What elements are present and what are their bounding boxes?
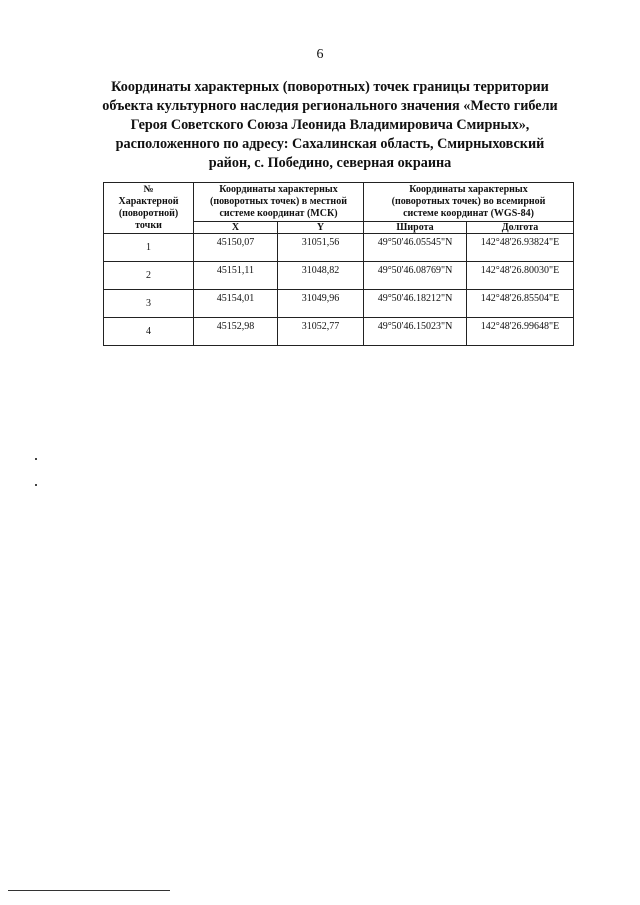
header-wgs-coordinates: Координаты характерных (поворотных точек) во всемирной системе координат (WGS-84) xyxy=(364,183,574,222)
header-x: X xyxy=(194,222,278,234)
y-value: 31049,96 xyxy=(278,290,364,318)
x-value: 45151,11 xyxy=(194,262,278,290)
scan-speck xyxy=(35,458,37,460)
point-number: 3 xyxy=(104,290,194,318)
header-point-number: № Характерной (поворотной) точки xyxy=(104,183,194,234)
coordinates-table xyxy=(103,182,574,346)
table-row xyxy=(104,234,574,262)
header-latitude: Широта xyxy=(364,222,467,234)
document-title xyxy=(80,78,580,173)
table-row xyxy=(104,290,574,318)
x-value: 45150,07 xyxy=(194,234,278,262)
header-y: Y xyxy=(278,222,364,234)
latitude-value: 49°50'46.08769"N xyxy=(364,262,467,290)
header-longitude: Долгота xyxy=(467,222,574,234)
footer-rule xyxy=(8,890,170,891)
longitude-value: 142°48'26.99648"E xyxy=(467,318,574,346)
latitude-value: 49°50'46.15023"N xyxy=(364,318,467,346)
x-value: 45154,01 xyxy=(194,290,278,318)
longitude-value: 142°48'26.80030"E xyxy=(467,262,574,290)
table-row xyxy=(104,262,574,290)
scan-speck xyxy=(35,484,37,486)
title-line: объекта культурного наследия регионального значения «Место гибели xyxy=(102,98,558,114)
point-number: 4 xyxy=(104,318,194,346)
y-value: 31048,82 xyxy=(278,262,364,290)
table-row xyxy=(104,318,574,346)
longitude-value: 142°48'26.93824"E xyxy=(467,234,574,262)
title-line: Героя Советского Союза Леонида Владимировича Смирных», xyxy=(130,117,530,133)
title-line: расположенного по адресу: Сахалинская область, Смирныховский xyxy=(115,136,545,152)
x-value: 45152,98 xyxy=(194,318,278,346)
title-line: район, с. Победино, северная окраина xyxy=(208,155,452,171)
page-number: 6 xyxy=(316,47,324,62)
title-line: Координаты характерных (поворотных) точек границы территории xyxy=(111,79,549,95)
latitude-value: 49°50'46.18212"N xyxy=(364,290,467,318)
point-number: 1 xyxy=(104,234,194,262)
point-number: 2 xyxy=(104,262,194,290)
longitude-value: 142°48'26.85504"E xyxy=(467,290,574,318)
y-value: 31052,77 xyxy=(278,318,364,346)
header-local-coordinates: Координаты характерных (поворотных точек) в местной системе координат (МСК) xyxy=(194,183,364,222)
y-value: 31051,56 xyxy=(278,234,364,262)
latitude-value: 49°50'46.05545"N xyxy=(364,234,467,262)
